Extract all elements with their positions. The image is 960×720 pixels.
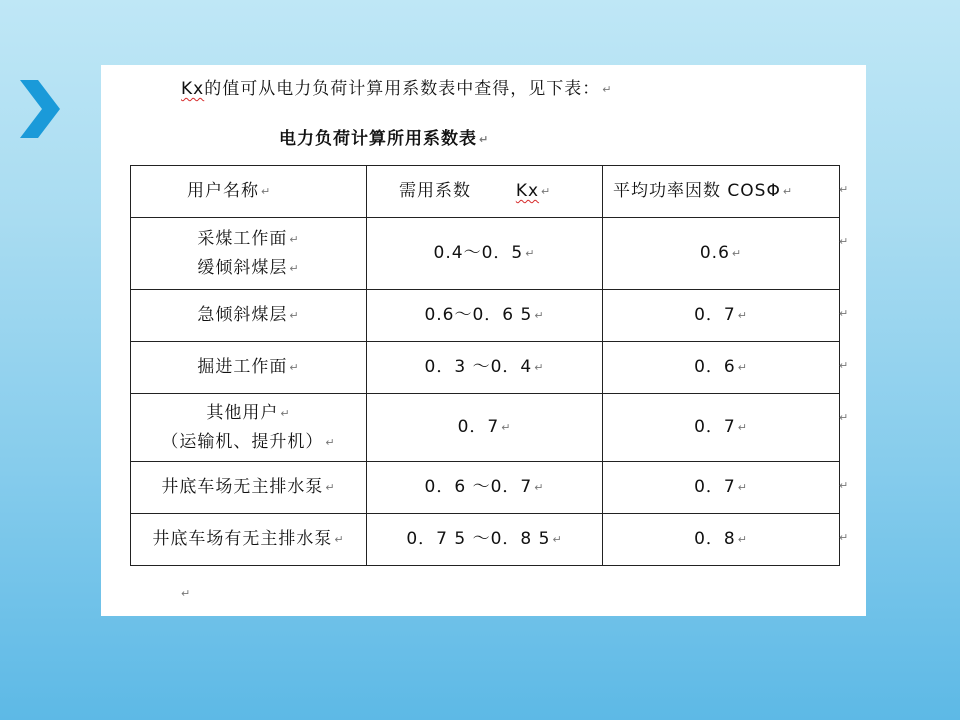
cell-mark: ↵ xyxy=(534,309,545,322)
row-cos-value: 0．8 xyxy=(694,529,736,549)
row-demand-coefficient xyxy=(367,218,603,290)
cell-mark: ↵ xyxy=(261,185,272,198)
table-row xyxy=(131,462,840,514)
cell-mark: ↵ xyxy=(289,309,300,322)
cell-mark: ↵ xyxy=(289,232,300,246)
row-user-name-line1: 急倾斜煤层 xyxy=(197,305,288,325)
paragraph-mark: ↵ xyxy=(479,133,490,146)
header-power-factor-text: 平均功率因数 COSΦ xyxy=(613,181,781,201)
header-user-name-text: 用户名称 xyxy=(187,181,259,201)
row-kx-value: 0.6～0．6 5 xyxy=(424,305,533,325)
row-end-mark: ↵ xyxy=(839,479,849,492)
table-row xyxy=(131,218,840,290)
cell-mark: ↵ xyxy=(325,435,336,449)
row-cos-value: 0．7 xyxy=(694,417,736,437)
row-cos-value: 0.6 xyxy=(699,243,730,263)
cell-mark: ↵ xyxy=(501,421,512,434)
row-user-name-line2: 缓倾斜煤层 xyxy=(197,257,288,278)
row-user-name xyxy=(131,514,367,566)
row-user-name-line1: 井底车场无主排水泵 xyxy=(161,477,324,497)
row-user-name-line1: 掘进工作面 xyxy=(197,357,288,377)
header-demand-coefficient-text: 需用系数 xyxy=(399,181,471,201)
document-page xyxy=(101,65,866,616)
row-user-name-line2: （运输机、提升机） xyxy=(161,431,324,452)
row-end-mark: ↵ xyxy=(839,235,849,248)
row-end-mark: ↵ xyxy=(839,359,849,372)
paragraph-mark: ↵ xyxy=(602,83,613,96)
row-user-name-line1: 井底车场有无主排水泵 xyxy=(152,529,333,549)
row-demand-coefficient xyxy=(367,342,603,394)
row-end-mark: ↵ xyxy=(839,307,849,320)
row-user-name-line1: 采煤工作面 xyxy=(197,228,288,249)
cell-mark: ↵ xyxy=(534,361,545,374)
row-user-name xyxy=(131,218,367,290)
intro-sentence xyxy=(181,75,612,104)
row-cos-value: 0．7 xyxy=(694,477,736,497)
cell-mark: ↵ xyxy=(737,481,748,494)
table-title xyxy=(279,125,489,154)
row-kx-value: 0．3 ～0．4 xyxy=(424,357,533,377)
cell-mark: ↵ xyxy=(552,533,563,546)
row-cos-value: 0．7 xyxy=(694,305,736,325)
table-row xyxy=(131,514,840,566)
row-power-factor xyxy=(603,290,840,342)
cell-mark: ↵ xyxy=(541,185,552,198)
header-kx-symbol: Kx xyxy=(515,181,540,201)
row-power-factor xyxy=(603,218,840,290)
cell-mark: ↵ xyxy=(325,481,336,494)
row-kx-value: 0.4～0．5 xyxy=(433,243,524,263)
row-user-name xyxy=(131,342,367,394)
row-kx-value: 0．7 xyxy=(457,417,500,437)
table-title-text: 电力负荷计算所用系数表 xyxy=(279,129,477,149)
chevron-right-icon xyxy=(18,78,62,140)
row-power-factor xyxy=(603,394,840,462)
row-demand-coefficient xyxy=(367,290,603,342)
cell-mark: ↵ xyxy=(334,533,345,546)
row-power-factor xyxy=(603,342,840,394)
row-user-name xyxy=(131,462,367,514)
row-user-name xyxy=(131,394,367,462)
cell-mark: ↵ xyxy=(289,361,300,374)
cell-mark: ↵ xyxy=(534,481,545,494)
row-user-name xyxy=(131,290,367,342)
row-kx-value: 0．6 ～0．7 xyxy=(424,477,533,497)
header-power-factor xyxy=(603,166,840,218)
cell-mark: ↵ xyxy=(737,533,748,546)
header-demand-coefficient xyxy=(367,166,603,218)
table-row xyxy=(131,342,840,394)
intro-kx-symbol: Kx xyxy=(181,79,205,99)
cell-mark: ↵ xyxy=(289,261,300,275)
trailing-paragraph-mark: ↵ xyxy=(181,587,191,600)
table-header-row xyxy=(131,166,840,218)
cell-mark: ↵ xyxy=(280,406,291,420)
table-row xyxy=(131,394,840,462)
row-demand-coefficient xyxy=(367,514,603,566)
row-end-mark: ↵ xyxy=(839,531,849,544)
row-demand-coefficient xyxy=(367,394,603,462)
cell-mark: ↵ xyxy=(737,421,748,434)
row-end-mark: ↵ xyxy=(839,183,849,196)
row-user-name-line1: 其他用户 xyxy=(206,402,279,423)
cell-mark: ↵ xyxy=(731,247,743,260)
intro-text: 的值可从电力负荷计算用系数表中查得，见下表： xyxy=(204,79,601,99)
row-cos-value: 0．6 xyxy=(694,357,736,377)
header-user-name xyxy=(131,166,367,218)
row-power-factor xyxy=(603,462,840,514)
cell-mark: ↵ xyxy=(525,247,536,260)
cell-mark: ↵ xyxy=(737,309,748,322)
coefficient-table xyxy=(130,165,840,566)
row-power-factor xyxy=(603,514,840,566)
row-kx-value: 0．7 5 ～0．8 5 xyxy=(406,529,551,549)
row-demand-coefficient xyxy=(367,462,603,514)
row-end-mark: ↵ xyxy=(839,411,849,424)
table-row xyxy=(131,290,840,342)
cell-mark: ↵ xyxy=(782,185,794,198)
cell-mark: ↵ xyxy=(737,361,748,374)
